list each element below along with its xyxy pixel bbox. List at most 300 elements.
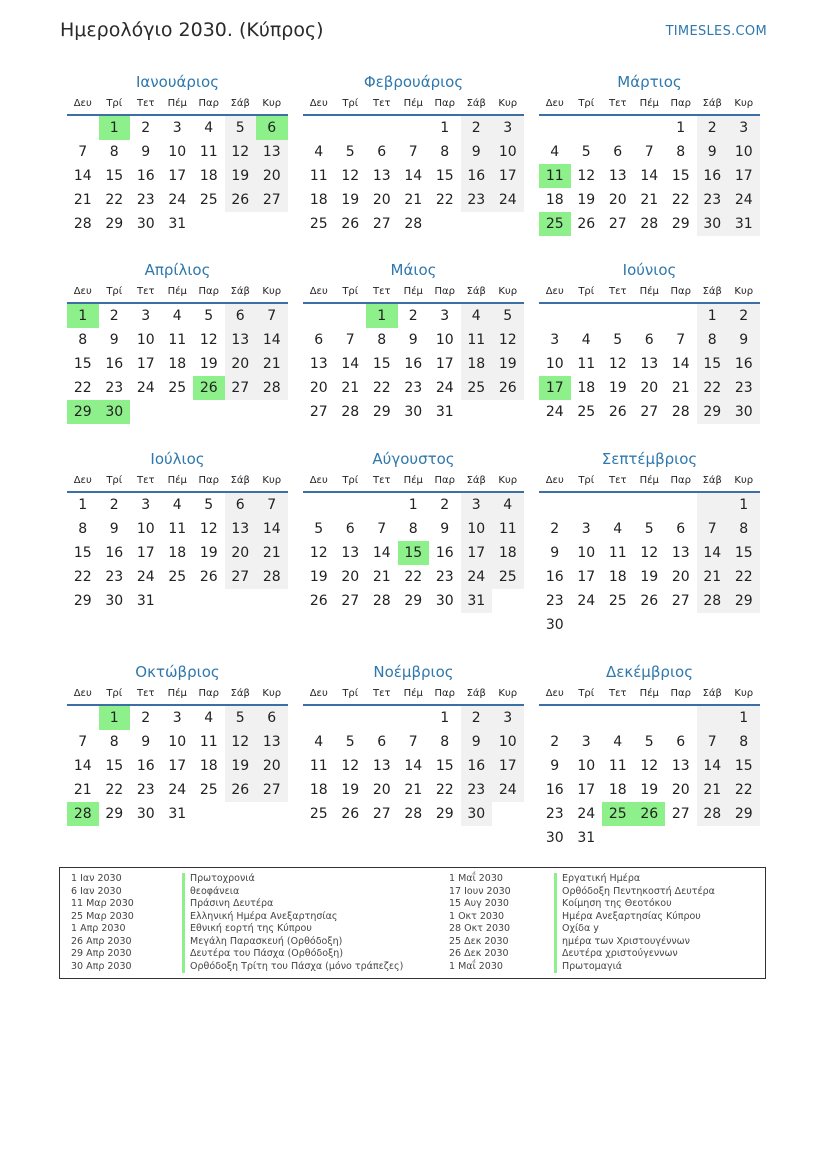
day-cell: 2 bbox=[408, 308, 418, 324]
weekday-label: Πέμ bbox=[167, 98, 187, 109]
day-cell: 28 bbox=[404, 216, 423, 232]
day-grid bbox=[67, 304, 288, 424]
weekday-header bbox=[67, 473, 288, 493]
day-cell: 3 bbox=[492, 706, 524, 730]
holiday-date: 30 Απρ 2030 bbox=[71, 960, 132, 972]
weekday-label: Σάβ bbox=[230, 98, 250, 109]
day-cell: 8 bbox=[728, 517, 760, 541]
day-cell: 1 bbox=[366, 304, 398, 328]
day-cell: 13 bbox=[372, 168, 391, 184]
day-cell: 12 bbox=[492, 328, 524, 352]
day-cell: 24 bbox=[461, 565, 493, 589]
day-cell: 15 bbox=[105, 168, 124, 184]
day-cell: 28 bbox=[404, 806, 423, 822]
empty-cell bbox=[225, 802, 257, 826]
empty-cell bbox=[162, 589, 194, 613]
day-cell: 24 bbox=[577, 593, 596, 609]
weekday-label: Πέμ bbox=[403, 286, 423, 297]
day-cell: 6 bbox=[314, 332, 324, 348]
empty-cell bbox=[256, 400, 288, 424]
weekday-label: Τρί bbox=[342, 98, 359, 109]
brand-link[interactable]: TIMESLES.COM bbox=[665, 24, 767, 39]
day-cell: 10 bbox=[545, 356, 564, 372]
day-cell: 9 bbox=[461, 140, 493, 164]
day-cell: 2 bbox=[697, 116, 729, 140]
empty-cell bbox=[665, 493, 697, 517]
weekday-header bbox=[303, 686, 524, 706]
day-cell: 4 bbox=[461, 304, 493, 328]
day-cell: 2 bbox=[550, 521, 560, 537]
weekday-label: Δευ bbox=[309, 286, 328, 297]
day-cell: 30 bbox=[461, 802, 493, 826]
weekday-label: Δευ bbox=[545, 286, 564, 297]
day-cell: 29 bbox=[105, 216, 124, 232]
day-cell: 10 bbox=[168, 734, 187, 750]
day-cell: 28 bbox=[341, 404, 360, 420]
day-cell: 11 bbox=[492, 517, 524, 541]
day-cell: 14 bbox=[73, 168, 92, 184]
weekday-label: Πέμ bbox=[639, 688, 659, 699]
weekday-label: Σάβ bbox=[466, 475, 486, 486]
day-cell: 20 bbox=[372, 782, 391, 798]
day-cell: 15 bbox=[372, 356, 391, 372]
day-cell: 21 bbox=[73, 782, 92, 798]
day-cell: 19 bbox=[492, 352, 524, 376]
empty-cell bbox=[602, 304, 634, 328]
weekday-label: Κυρ bbox=[498, 98, 518, 109]
day-cell: 7 bbox=[644, 144, 654, 160]
weekday-label: Σάβ bbox=[702, 475, 722, 486]
weekday-label: Τετ bbox=[608, 475, 627, 486]
day-cell: 13 bbox=[256, 730, 288, 754]
day-cell: 2 bbox=[728, 304, 760, 328]
day-cell: 11 bbox=[608, 758, 627, 774]
day-cell: 27 bbox=[671, 806, 690, 822]
weekday-label: Σάβ bbox=[702, 688, 722, 699]
day-cell: 14 bbox=[372, 545, 391, 561]
day-cell: 15 bbox=[697, 352, 729, 376]
empty-cell bbox=[130, 400, 162, 424]
day-cell: 23 bbox=[136, 192, 155, 208]
day-cell: 10 bbox=[728, 140, 760, 164]
day-cell: 9 bbox=[550, 758, 560, 774]
day-cell: 6 bbox=[225, 493, 257, 517]
day-cell: 8 bbox=[78, 332, 88, 348]
empty-cell bbox=[461, 400, 493, 424]
weekday-header bbox=[303, 96, 524, 116]
day-grid bbox=[303, 116, 524, 236]
weekday-label: Παρ bbox=[670, 475, 691, 486]
page-title: Ημερολόγιο 2030. (Κύπρος) bbox=[60, 19, 324, 41]
day-cell: 10 bbox=[136, 521, 155, 537]
day-cell: 12 bbox=[309, 545, 328, 561]
day-cell: 18 bbox=[545, 192, 564, 208]
weekday-label: Τρί bbox=[578, 688, 595, 699]
day-cell: 16 bbox=[461, 754, 493, 778]
empty-cell bbox=[429, 212, 461, 236]
day-cell: 17 bbox=[577, 782, 596, 798]
day-cell: 1 bbox=[78, 497, 88, 513]
empty-cell bbox=[193, 589, 225, 613]
day-cell: 7 bbox=[697, 517, 729, 541]
day-cell: 12 bbox=[341, 168, 360, 184]
day-cell: 19 bbox=[199, 545, 218, 561]
day-grid bbox=[67, 706, 288, 826]
day-cell: 28 bbox=[697, 589, 729, 613]
day-cell: 27 bbox=[608, 216, 627, 232]
day-cell: 10 bbox=[492, 730, 524, 754]
day-cell: 27 bbox=[671, 593, 690, 609]
day-cell: 6 bbox=[345, 521, 355, 537]
empty-cell bbox=[571, 706, 603, 730]
day-cell: 23 bbox=[697, 188, 729, 212]
empty-cell bbox=[366, 493, 398, 517]
month-block bbox=[67, 660, 288, 826]
day-grid bbox=[303, 493, 524, 613]
weekday-label: Κυρ bbox=[734, 475, 754, 486]
day-cell: 25 bbox=[168, 569, 187, 585]
day-cell: 30 bbox=[99, 400, 131, 424]
empty-cell bbox=[256, 589, 288, 613]
day-cell: 31 bbox=[577, 830, 596, 846]
month-name: Σεπτέμβριος bbox=[601, 450, 698, 468]
weekday-label: Κυρ bbox=[262, 475, 282, 486]
day-cell: 16 bbox=[461, 164, 493, 188]
day-cell: 4 bbox=[172, 497, 182, 513]
weekday-label: Παρ bbox=[198, 98, 219, 109]
day-cell: 18 bbox=[577, 380, 596, 396]
day-cell: 12 bbox=[608, 356, 627, 372]
holiday-date: 6 Ιαν 2030 bbox=[71, 885, 122, 897]
day-cell: 17 bbox=[136, 545, 155, 561]
empty-cell bbox=[193, 400, 225, 424]
holiday-dates-left bbox=[71, 873, 134, 973]
day-cell: 23 bbox=[435, 569, 454, 585]
day-cell: 13 bbox=[671, 545, 690, 561]
day-cell: 2 bbox=[550, 734, 560, 750]
holiday-date: 28 Οκτ 2030 bbox=[449, 923, 511, 934]
day-cell: 27 bbox=[341, 593, 360, 609]
day-cell: 25 bbox=[168, 380, 187, 396]
day-cell: 18 bbox=[608, 782, 627, 798]
holiday-name: Οχίδα y bbox=[554, 923, 715, 936]
weekday-label: Δευ bbox=[73, 98, 92, 109]
day-cell: 30 bbox=[545, 830, 564, 846]
day-cell: 28 bbox=[256, 376, 288, 400]
day-cell: 26 bbox=[577, 216, 596, 232]
weekday-label: Δευ bbox=[309, 688, 328, 699]
empty-cell bbox=[634, 304, 666, 328]
weekday-label: Σάβ bbox=[230, 286, 250, 297]
day-cell: 21 bbox=[341, 380, 360, 396]
day-cell: 15 bbox=[435, 168, 454, 184]
month-name: Φεβρουάριος bbox=[363, 73, 464, 91]
day-cell: 3 bbox=[728, 116, 760, 140]
day-cell: 29 bbox=[404, 593, 423, 609]
holiday-date: 29 Απρ 2030 bbox=[71, 948, 132, 959]
weekday-label: Παρ bbox=[670, 286, 691, 297]
day-cell: 16 bbox=[697, 164, 729, 188]
weekday-label: Τρί bbox=[106, 688, 123, 699]
day-cell: 16 bbox=[136, 758, 155, 774]
day-cell: 5 bbox=[204, 497, 214, 513]
empty-cell bbox=[366, 116, 398, 140]
weekday-label: Δευ bbox=[309, 475, 328, 486]
day-cell: 25 bbox=[577, 404, 596, 420]
day-cell: 14 bbox=[697, 754, 729, 778]
day-cell: 9 bbox=[440, 521, 450, 537]
day-cell: 22 bbox=[435, 192, 454, 208]
day-cell: 5 bbox=[225, 116, 257, 140]
empty-cell bbox=[335, 304, 367, 328]
holiday-name: Δευτέρα του Πάσχα (Ορθόδοξη) bbox=[182, 948, 403, 961]
day-cell: 17 bbox=[461, 541, 493, 565]
weekday-label: Παρ bbox=[434, 688, 455, 699]
weekday-label: Παρ bbox=[198, 688, 219, 699]
day-cell: 27 bbox=[309, 404, 328, 420]
weekday-label: Σάβ bbox=[702, 286, 722, 297]
day-cell: 27 bbox=[225, 376, 257, 400]
holiday-name: Κοίμηση της Θεοτόκου bbox=[554, 898, 715, 911]
day-cell: 23 bbox=[105, 380, 124, 396]
day-cell: 17 bbox=[435, 356, 454, 372]
holiday-legend bbox=[59, 867, 766, 979]
day-cell: 22 bbox=[105, 192, 124, 208]
day-cell: 18 bbox=[168, 545, 187, 561]
day-cell: 12 bbox=[199, 332, 218, 348]
weekday-label: Κυρ bbox=[262, 98, 282, 109]
empty-cell bbox=[602, 826, 634, 850]
day-cell: 6 bbox=[377, 734, 387, 750]
day-cell: 7 bbox=[256, 493, 288, 517]
month-name: Νοέμβριος bbox=[373, 663, 454, 681]
day-cell: 8 bbox=[697, 328, 729, 352]
weekday-header bbox=[303, 473, 524, 493]
day-cell: 1 bbox=[440, 120, 450, 136]
day-cell: 2 bbox=[461, 116, 493, 140]
weekday-label: Πέμ bbox=[639, 98, 659, 109]
day-cell: 21 bbox=[372, 569, 391, 585]
holiday-date: 25 Δεκ 2030 bbox=[449, 935, 509, 947]
day-cell: 27 bbox=[256, 188, 288, 212]
day-cell: 9 bbox=[697, 140, 729, 164]
day-cell: 6 bbox=[377, 144, 387, 160]
day-cell: 25 bbox=[199, 782, 218, 798]
day-cell: 31 bbox=[728, 212, 760, 236]
day-cell: 19 bbox=[341, 782, 360, 798]
day-cell: 13 bbox=[225, 517, 257, 541]
day-cell: 29 bbox=[372, 404, 391, 420]
month-block bbox=[539, 258, 760, 424]
day-cell: 29 bbox=[728, 802, 760, 826]
month-block bbox=[303, 70, 524, 236]
day-cell: 25 bbox=[461, 376, 493, 400]
holiday-name: Πρωτοχρονιά bbox=[182, 873, 403, 886]
weekday-label: Τετ bbox=[372, 286, 391, 297]
month-block bbox=[539, 70, 760, 236]
day-cell: 15 bbox=[73, 545, 92, 561]
empty-cell bbox=[67, 116, 99, 140]
empty-cell bbox=[571, 493, 603, 517]
empty-cell bbox=[398, 116, 430, 140]
empty-cell bbox=[225, 589, 257, 613]
day-grid bbox=[67, 116, 288, 236]
holiday-date: 26 Απρ 2030 bbox=[71, 935, 132, 947]
weekday-header bbox=[67, 686, 288, 706]
day-cell: 29 bbox=[671, 216, 690, 232]
day-cell: 3 bbox=[581, 521, 591, 537]
day-cell: 5 bbox=[345, 734, 355, 750]
day-cell: 25 bbox=[199, 192, 218, 208]
day-cell: 26 bbox=[199, 569, 218, 585]
day-cell: 16 bbox=[545, 569, 564, 585]
day-cell: 1 bbox=[67, 304, 99, 328]
weekday-label: Τετ bbox=[136, 475, 155, 486]
month-name: Μάιος bbox=[390, 261, 437, 279]
day-cell: 30 bbox=[728, 400, 760, 424]
day-cell: 20 bbox=[256, 164, 288, 188]
day-cell: 9 bbox=[461, 730, 493, 754]
day-cell: 17 bbox=[728, 164, 760, 188]
day-cell: 23 bbox=[136, 782, 155, 798]
day-cell: 30 bbox=[136, 806, 155, 822]
month-block bbox=[67, 70, 288, 236]
day-cell: 19 bbox=[199, 356, 218, 372]
day-cell: 2 bbox=[109, 308, 119, 324]
day-cell: 20 bbox=[256, 754, 288, 778]
day-cell: 8 bbox=[408, 521, 418, 537]
month-name: Αύγουστος bbox=[372, 450, 455, 468]
day-cell: 31 bbox=[168, 216, 187, 232]
weekday-label: Κυρ bbox=[262, 286, 282, 297]
weekday-label: Τετ bbox=[136, 688, 155, 699]
empty-cell bbox=[634, 613, 666, 637]
weekday-label: Κυρ bbox=[498, 286, 518, 297]
day-cell: 20 bbox=[671, 782, 690, 798]
day-cell: 5 bbox=[492, 304, 524, 328]
day-cell: 28 bbox=[67, 802, 99, 826]
day-cell: 11 bbox=[199, 144, 218, 160]
day-cell: 5 bbox=[204, 308, 214, 324]
day-cell: 7 bbox=[697, 730, 729, 754]
day-cell: 9 bbox=[728, 328, 760, 352]
weekday-label: Παρ bbox=[670, 688, 691, 699]
weekday-label: Τετ bbox=[372, 475, 391, 486]
day-cell: 8 bbox=[440, 734, 450, 750]
day-cell: 5 bbox=[225, 706, 257, 730]
day-cell: 14 bbox=[671, 356, 690, 372]
weekday-label: Σάβ bbox=[466, 286, 486, 297]
day-cell: 26 bbox=[225, 778, 257, 802]
day-cell: 16 bbox=[435, 545, 454, 561]
day-cell: 18 bbox=[492, 541, 524, 565]
day-cell: 16 bbox=[545, 782, 564, 798]
empty-cell bbox=[634, 706, 666, 730]
weekday-label: Τετ bbox=[136, 98, 155, 109]
day-cell: 4 bbox=[613, 734, 623, 750]
day-cell: 9 bbox=[109, 332, 119, 348]
day-cell: 6 bbox=[676, 521, 686, 537]
day-cell: 31 bbox=[136, 593, 155, 609]
day-cell: 8 bbox=[109, 144, 119, 160]
month-name: Οκτώβριος bbox=[135, 663, 220, 681]
day-cell: 4 bbox=[550, 144, 560, 160]
day-cell: 22 bbox=[105, 782, 124, 798]
day-cell: 30 bbox=[136, 216, 155, 232]
day-cell: 28 bbox=[640, 216, 659, 232]
day-cell: 22 bbox=[435, 782, 454, 798]
weekday-label: Πέμ bbox=[167, 475, 187, 486]
day-cell: 3 bbox=[581, 734, 591, 750]
day-cell: 14 bbox=[404, 168, 423, 184]
empty-cell bbox=[539, 706, 571, 730]
day-cell: 4 bbox=[204, 710, 214, 726]
weekday-label: Δευ bbox=[73, 475, 92, 486]
day-cell: 22 bbox=[728, 778, 760, 802]
day-cell: 4 bbox=[314, 734, 324, 750]
day-cell: 29 bbox=[435, 806, 454, 822]
empty-cell bbox=[571, 613, 603, 637]
day-cell: 21 bbox=[256, 541, 288, 565]
weekday-label: Σάβ bbox=[466, 98, 486, 109]
weekday-label: Τρί bbox=[578, 98, 595, 109]
day-cell: 10 bbox=[577, 545, 596, 561]
weekday-label: Παρ bbox=[198, 475, 219, 486]
day-cell: 3 bbox=[492, 116, 524, 140]
empty-cell bbox=[256, 802, 288, 826]
day-cell: 3 bbox=[440, 308, 450, 324]
day-cell: 11 bbox=[461, 328, 493, 352]
empty-cell bbox=[492, 400, 524, 424]
day-cell: 4 bbox=[581, 332, 591, 348]
day-cell: 9 bbox=[408, 332, 418, 348]
day-cell: 16 bbox=[136, 168, 155, 184]
day-cell: 10 bbox=[168, 144, 187, 160]
empty-cell bbox=[602, 116, 634, 140]
day-cell: 18 bbox=[199, 168, 218, 184]
day-cell: 19 bbox=[341, 192, 360, 208]
day-cell: 15 bbox=[73, 356, 92, 372]
day-cell: 19 bbox=[640, 569, 659, 585]
empty-cell bbox=[539, 493, 571, 517]
day-cell: 6 bbox=[676, 734, 686, 750]
day-cell: 6 bbox=[256, 116, 288, 140]
day-cell: 19 bbox=[577, 192, 596, 208]
day-cell: 15 bbox=[671, 168, 690, 184]
weekday-label: Τρί bbox=[106, 286, 123, 297]
empty-cell bbox=[665, 826, 697, 850]
day-cell: 27 bbox=[640, 404, 659, 420]
weekday-label: Σάβ bbox=[230, 475, 250, 486]
day-cell: 10 bbox=[136, 332, 155, 348]
day-cell: 1 bbox=[676, 120, 686, 136]
day-cell: 7 bbox=[256, 304, 288, 328]
day-cell: 13 bbox=[608, 168, 627, 184]
day-cell: 25 bbox=[492, 565, 524, 589]
day-cell: 7 bbox=[676, 332, 686, 348]
weekday-label: Παρ bbox=[670, 98, 691, 109]
empty-cell bbox=[634, 116, 666, 140]
weekday-label: Πέμ bbox=[639, 475, 659, 486]
day-cell: 14 bbox=[640, 168, 659, 184]
day-cell: 9 bbox=[109, 521, 119, 537]
day-cell: 15 bbox=[398, 541, 430, 565]
day-cell: 31 bbox=[461, 589, 493, 613]
day-cell: 24 bbox=[728, 188, 760, 212]
day-cell: 23 bbox=[461, 188, 493, 212]
day-cell: 24 bbox=[545, 404, 564, 420]
holiday-name: Πράσινη Δευτέρα bbox=[182, 898, 403, 911]
